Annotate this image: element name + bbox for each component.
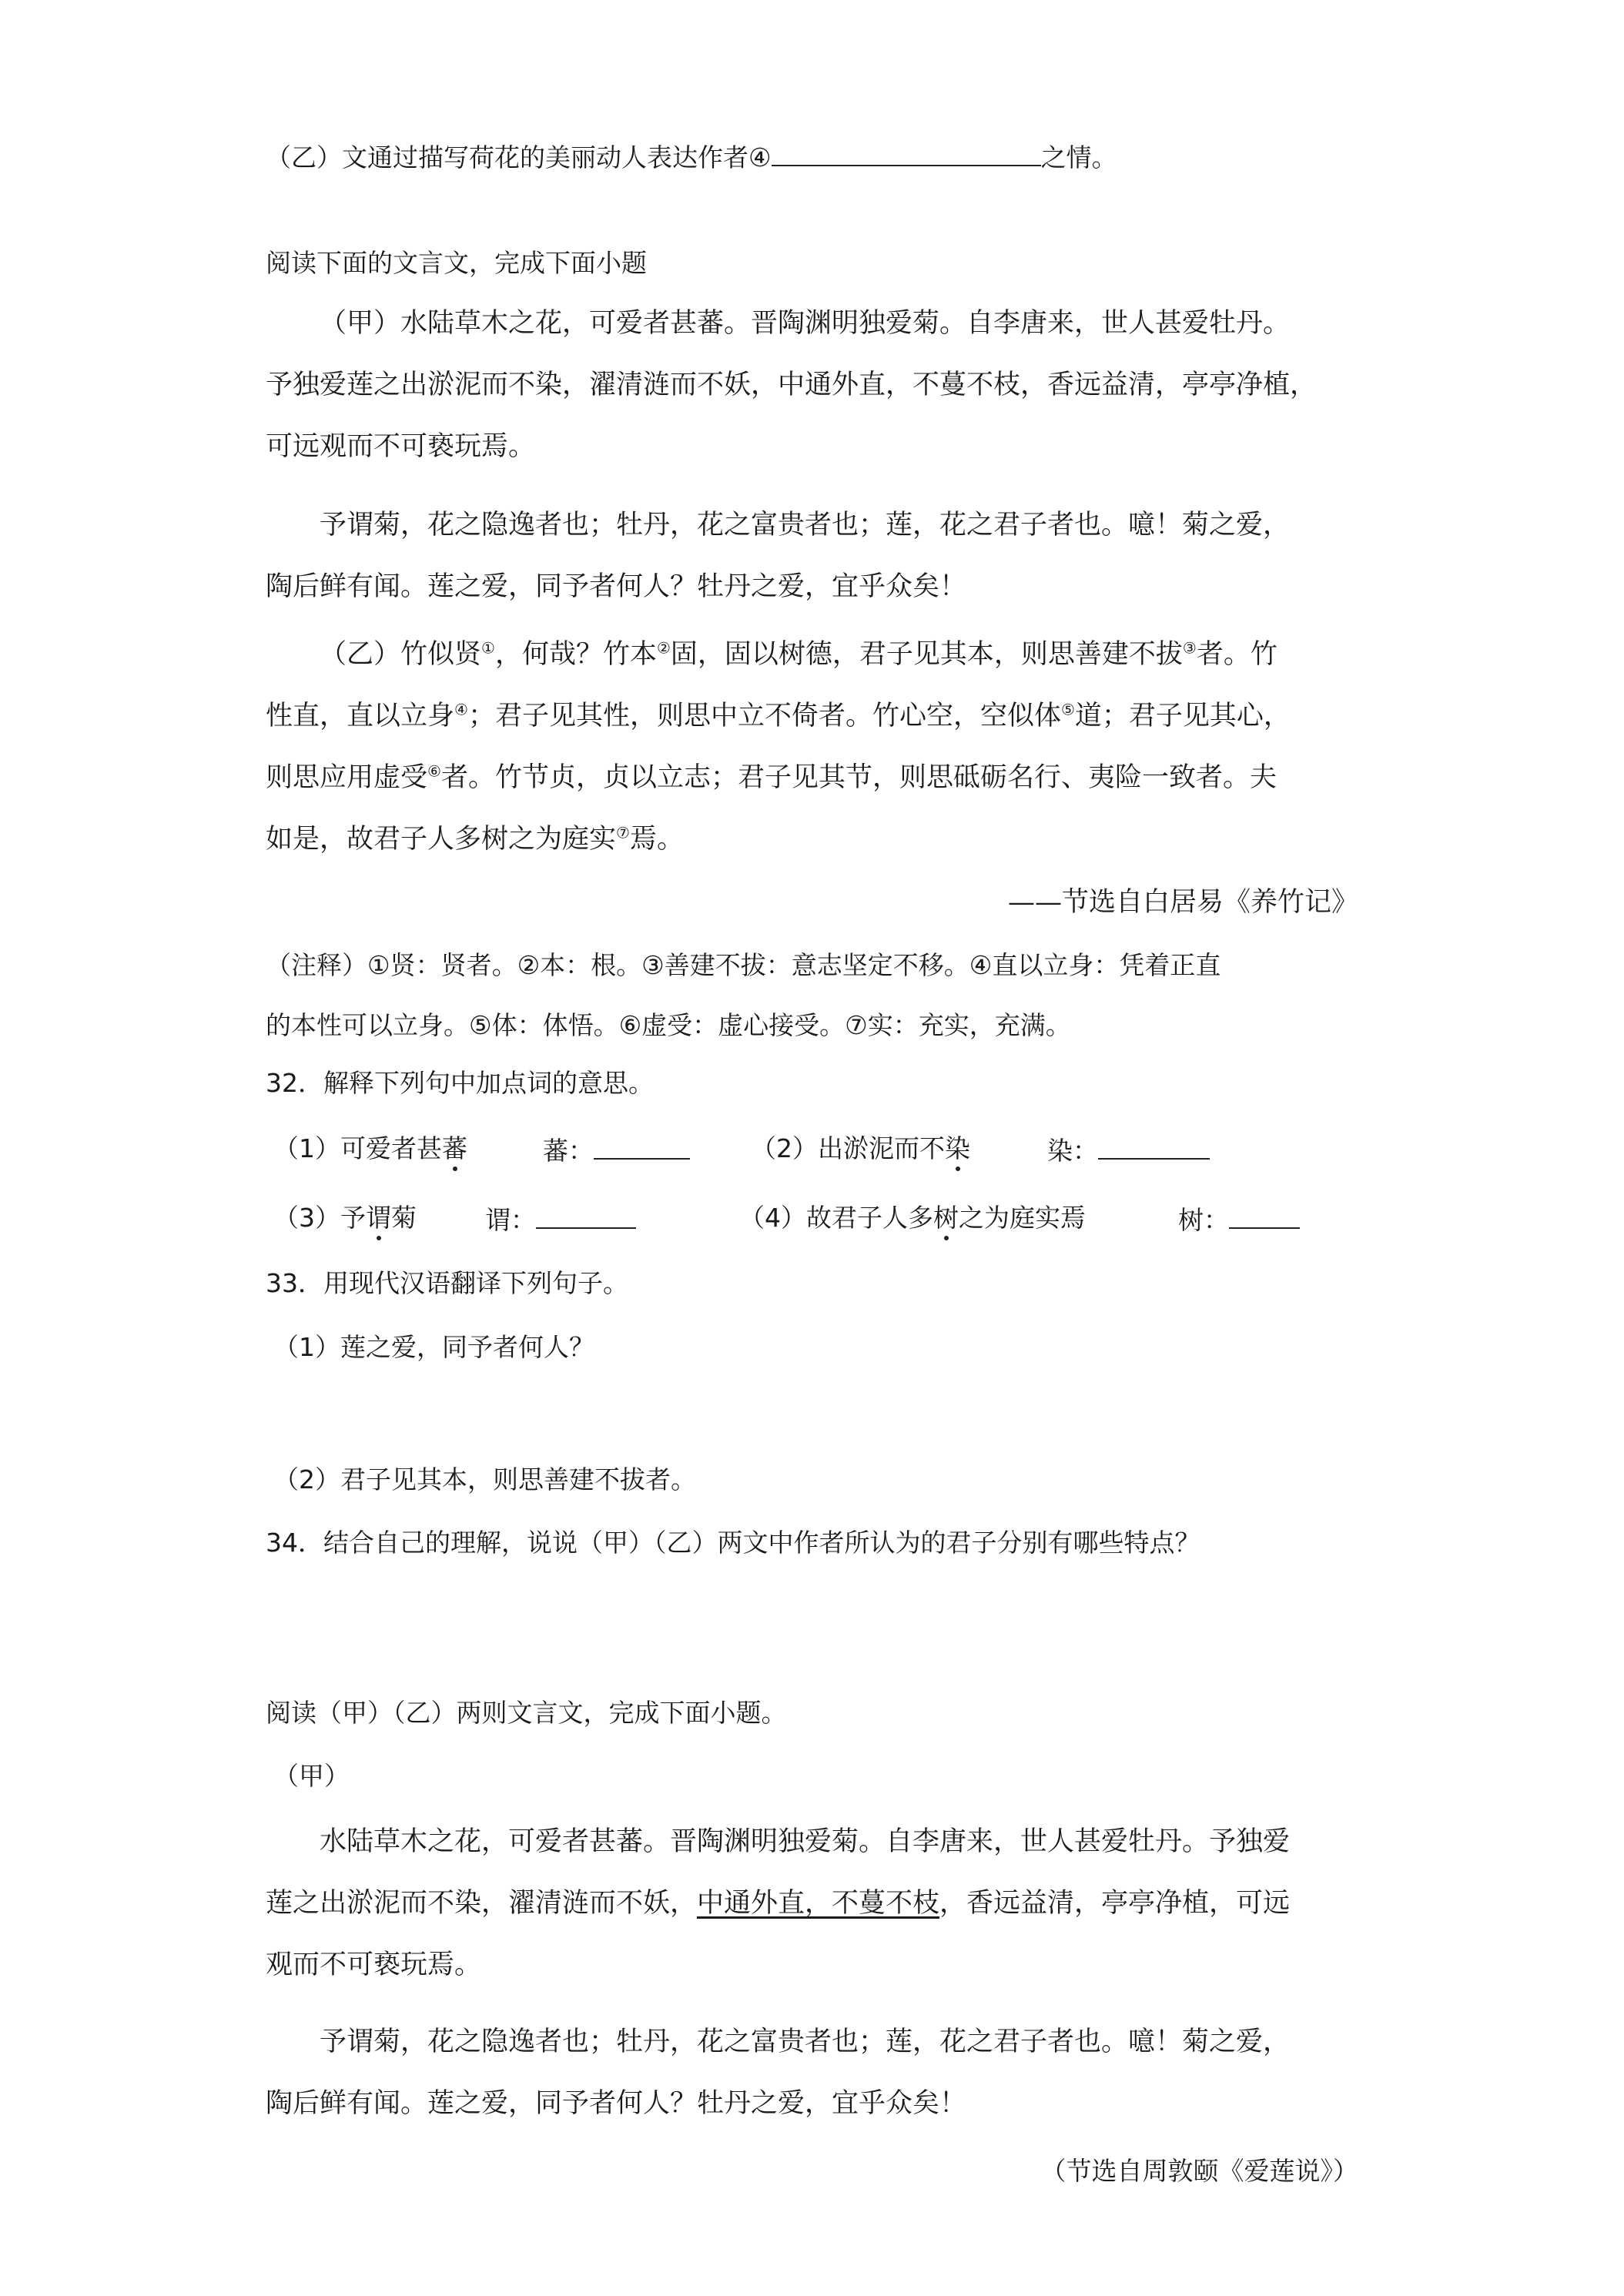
q33-item2: （2）君子见其本，则思善建不拔者。 (273, 1464, 696, 1494)
set2-p1-line3: 观而不可亵玩焉。 (266, 1950, 482, 1980)
q33-item1: （1）莲之爱，同予者何人？ (273, 1332, 594, 1362)
q32-item2-answer (1047, 1132, 1210, 1168)
q4-prefix: （乙）文通过描写荷花的美丽动人表达作者④ (266, 142, 772, 172)
set1-notes-line1: （注释）①贤：贤者。②本：根。③善建不拔：意志坚定不移。④直以立身：凭着正直 (266, 950, 1221, 980)
set1-yi-line3 (266, 761, 1277, 795)
set2-underlined-phrase: 中通外直，不蔓不枝 (697, 1888, 940, 1919)
note-marker: ④ (454, 700, 468, 719)
q4-blank[interactable] (772, 139, 1041, 166)
yi-text: ，何哉？竹本 (494, 639, 657, 670)
set1-jia-p1-line2: 予独爱莲之出淤泥而不染，濯清涟而不妖，中通外直，不蔓不枝，香远益清，亭亭净植， (266, 370, 1318, 400)
note-marker: ① (481, 638, 495, 658)
yi-text: 则思应用虚受 (266, 762, 428, 793)
set2-p2-line1: 予谓菊，花之隐逸者也；牡丹，花之富贵者也；莲，花之君子者也。噫！菊之爱， (320, 2027, 1291, 2057)
yi-text: 固，固以树德，君子见其本，则思善建不拔 (670, 639, 1183, 670)
q32-item4 (739, 1201, 1086, 1235)
note-marker: ② (656, 638, 671, 658)
set2-p1-line1: 水陆草木之花，可爱者甚蕃。晋陶渊明独爱菊。自李唐来，世人甚爱牡丹。予独爱 (320, 1826, 1291, 1857)
yi-text: 者。竹 (1196, 639, 1277, 670)
set2-p1-line2 (266, 1886, 1290, 1920)
set2-p2-line2: 陶后鲜有闻。莲之爱，同予者何人？牡丹之爱，宜乎众矣！ (266, 2088, 967, 2119)
q32-item4-dotted-word: 树 (933, 1203, 959, 1233)
set1-yi-line2 (266, 699, 1291, 733)
q4-suffix: 之情。 (1040, 142, 1117, 172)
set1-jia-p2-line1: 予谓菊，花之隐逸者也；牡丹，花之富贵者也；莲，花之君子者也。噫！菊之爱， (320, 510, 1291, 541)
set1-source: ——节选自白居易《养竹记》 (1007, 887, 1358, 918)
set1-jia-p2-line2: 陶后鲜有闻。莲之爱，同予者何人？牡丹之爱，宜乎众矣！ (266, 571, 967, 602)
q32-item3 (273, 1201, 417, 1235)
q33-stem: 33．用现代汉语翻译下列句子。 (266, 1268, 628, 1298)
q32-item1-answer (543, 1132, 690, 1168)
q32-item3-text: （3）予 (273, 1203, 366, 1233)
yi-text: （乙）竹似贤 (320, 639, 482, 670)
q34-stem: 34．结合自己的理解，说说（甲）（乙）两文中作者所认为的君子分别有哪些特点？ (266, 1528, 1200, 1558)
note-marker: ⑦ (616, 823, 630, 842)
set2-p1-text: 莲之出淤泥而不染，濯清涟而不妖， (266, 1888, 698, 1919)
q32-item4-blank[interactable] (1229, 1201, 1300, 1229)
set1-yi-line1 (320, 638, 1277, 671)
yi-text: 焉。 (629, 824, 684, 855)
q32-item3-label: 谓： (485, 1205, 536, 1235)
yi-text: 如是，故君子人多树之为庭实 (266, 824, 617, 855)
set1-intro: 阅读下面的文言文，完成下面小题 (266, 248, 647, 278)
q32-item1-label: 蕃： (543, 1136, 594, 1166)
q32-stem: 32．解释下列句中加点词的意思。 (266, 1068, 654, 1098)
yi-text: 者。竹节贞，贞以立志；君子见其节，则思砥砺名行、夷险一致者。夫 (440, 762, 1277, 793)
q32-item2 (751, 1132, 970, 1166)
yi-text: ；君子见其性，则思中立不倚者。竹心空，空似体 (467, 701, 1061, 731)
note-marker: ⑤ (1060, 700, 1075, 719)
q32-item1-blank[interactable] (594, 1132, 690, 1160)
q32-item3-dotted-word: 谓 (366, 1203, 391, 1233)
q32-item1-dotted-word: 蕃 (442, 1133, 467, 1163)
q32-item3-text-end: 菊 (391, 1203, 417, 1233)
q32-item2-label: 染： (1047, 1136, 1098, 1166)
note-marker: ⑥ (427, 761, 441, 781)
q32-item3-blank[interactable] (536, 1201, 636, 1229)
set2-jia-label: （甲） (273, 1761, 350, 1791)
set1-yi-line4 (266, 822, 684, 856)
q32-item1 (273, 1132, 467, 1166)
set1-jia-p1-line3: 可远观而不可亵玩焉。 (266, 431, 536, 462)
q32-item2-text: （2）出淤泥而不 (751, 1133, 945, 1163)
q32-item4-answer (1178, 1201, 1300, 1237)
set2-source: （节选自周敦颐《爱莲说》） (1040, 2156, 1358, 2186)
set2-p1-text: ，香远益清，亭亭净植，可远 (939, 1888, 1291, 1919)
q4-line (266, 139, 1117, 175)
q32-item4-label: 树： (1178, 1205, 1229, 1235)
set1-jia-p1-line1: （甲）水陆草木之花，可爱者甚蕃。晋陶渊明独爱菊。自李唐来，世人甚爱牡丹。 (320, 308, 1291, 339)
yi-text: 道；君子见其心， (1074, 701, 1291, 731)
q32-item1-text: （1）可爱者甚 (273, 1133, 442, 1163)
q32-item4-text-end: 之为庭实焉 (959, 1203, 1086, 1233)
q32-item4-text: （4）故君子人多 (739, 1203, 933, 1233)
set2-intro: 阅读（甲）（乙）两则文言文，完成下面小题。 (266, 1698, 787, 1728)
q32-item3-answer (485, 1201, 636, 1237)
q32-item2-dotted-word: 染 (945, 1133, 970, 1163)
note-marker: ③ (1182, 638, 1197, 658)
yi-text: 性直，直以立身 (266, 701, 455, 731)
set1-notes-line2: 的本性可以立身。⑤体：体悟。⑥虚受：虚心接受。⑦实：充实，充满。 (266, 1010, 1071, 1040)
q32-item2-blank[interactable] (1098, 1132, 1210, 1160)
